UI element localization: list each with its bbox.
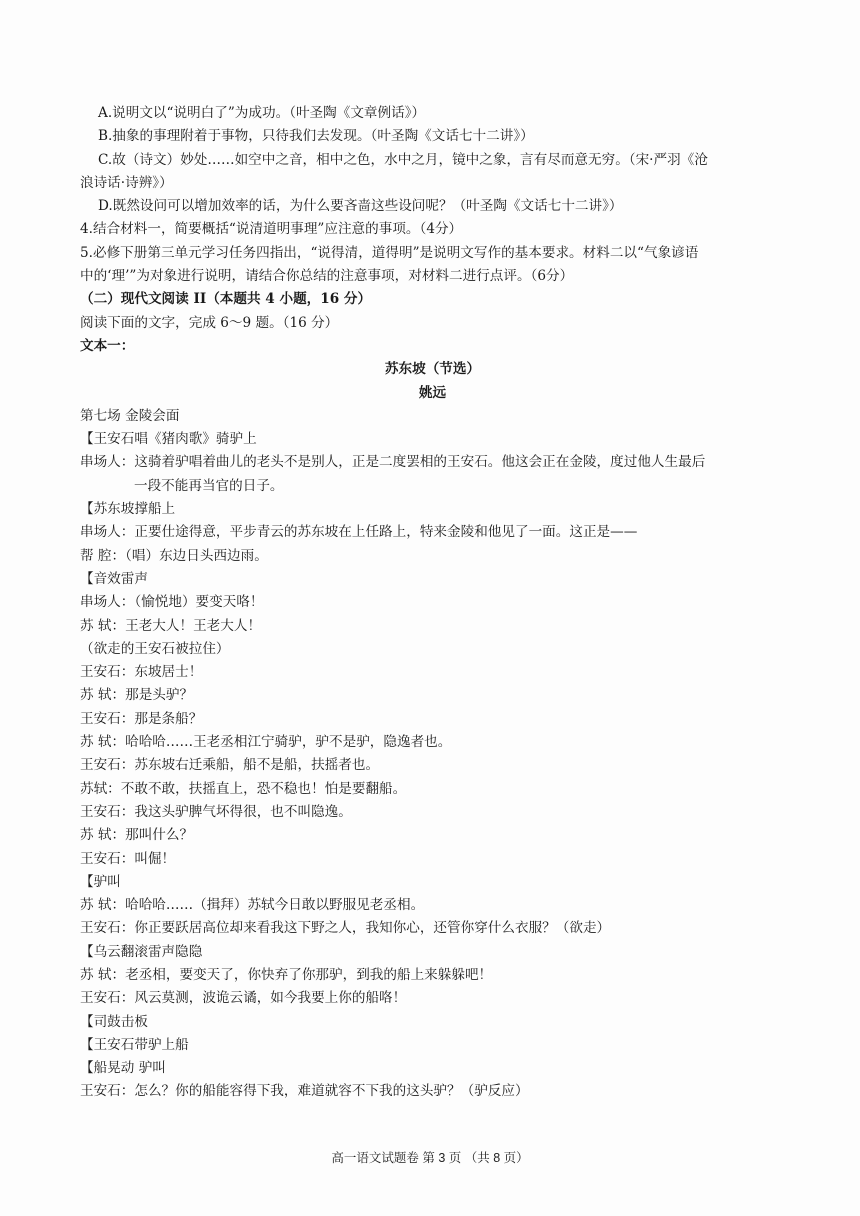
stage-direction: 【王安石带驴上船 <box>80 1036 189 1053</box>
dialogue-line: 苏轼：不敢不敢，扶摇直上，恐不稳也！怕是要翻船。 <box>80 780 407 797</box>
dialogue-line: 苏 轼：老丞相，要变天了，你快弃了你那驴，到我的船上来躲躲吧！ <box>80 966 493 983</box>
dialogue-line-continued: 一段不能再当官的日子。 <box>134 477 284 494</box>
section-instruction: 阅读下面的文字，完成 6～9 题。（16 分） <box>80 314 339 331</box>
text-label: 文本一： <box>80 337 135 354</box>
dialogue-line: 苏 轼：王老大人！王老大人！ <box>80 617 262 634</box>
stage-direction: 【乌云翻滚雷声隐隐 <box>80 943 203 960</box>
page-content <box>80 102 785 1104</box>
stage-direction: （欲走的王安石被拉住） <box>80 640 230 657</box>
dialogue-line: 王安石：苏东坡右迁乘船，船不是船，扶摇者也。 <box>80 757 380 774</box>
dialogue-line: 王安石：你正要跃居高位却来看我这下野之人，我知你心，还管你穿什么衣服？（欲走） <box>80 920 611 937</box>
dialogue-line: 串场人：这骑着驴唱着曲儿的老头不是别人，正是二度罢相的王安石。他这会正在金陵，度过他人生最后 <box>80 454 706 471</box>
dialogue-line: 苏 轼：那叫什么？ <box>80 827 194 844</box>
scene-heading: 第七场 金陵会面 <box>80 407 180 424</box>
dialogue-line: 帮 腔：（唱）东边日头西边雨。 <box>80 547 268 564</box>
section-heading: （二）现代文阅读 II（本题共 4 小题，16 分） <box>80 291 372 308</box>
dialogue-line: 王安石：风云莫测，波诡云谲，如今我要上你的船咯！ <box>80 990 407 1007</box>
dialogue-line: 王安石：那是条船？ <box>80 710 203 727</box>
stage-direction: 【船晃动 驴叫 <box>80 1060 166 1077</box>
option-b: B.抽象的事理附着于事物，只待我们去发现。（叶圣陶《文话七十二讲》） <box>98 128 534 145</box>
question-4: 4.结合材料一，简要概括“说清道明事理”应注意的事项。（4分） <box>80 221 463 238</box>
stage-direction: 【王安石唱《猪肉歌》骑驴上 <box>80 431 257 448</box>
play-author: 姚远 <box>418 384 447 401</box>
question-5-line2: 中的‘理’”为对象进行说明，请结合你总结的注意事项，对材料二进行点评。（6分） <box>80 268 574 285</box>
stage-direction: 【驴叫 <box>80 873 121 890</box>
dialogue-line: 王安石：东坡居士！ <box>80 664 203 681</box>
option-c-line1: C.故（诗文）妙处……如空中之音，相中之色，水中之月，镜中之象，言有尽而意无穷。（宋·严羽《沧 <box>98 151 708 168</box>
stage-direction: 【音效雷声 <box>80 570 148 587</box>
dialogue-line: 苏 轼：那是头驴？ <box>80 687 194 704</box>
stage-direction: 【司鼓击板 <box>80 1013 148 1030</box>
page-footer: 高一语文试题卷 第 3 页 （共 8 页） <box>331 1151 529 1165</box>
question-5-line1: 5.必修下册第三单元学习任务四指出，“说得清，道得明”是说明文写作的基本要求。材料二以“气象谚语 <box>80 244 699 261</box>
dialogue-line: 王安石：叫倔！ <box>80 850 176 867</box>
dialogue-line: 王安石：怎么？你的船能容得下我，难道就容不下我的这头驴？（驴反应） <box>80 1083 529 1100</box>
dialogue-line: 串场人：正要仕途得意，平步青云的苏东坡在上任路上，特来金陵和他见了一面。这正是—— <box>80 524 638 541</box>
dialogue-line: 串场人：（愉悦地）要变天咯！ <box>80 594 264 611</box>
dialogue-line: 苏 轼：哈哈哈……王老丞相江宁骑驴，驴不是驴，隐逸者也。 <box>80 734 452 751</box>
dialogue-line: 苏 轼：哈哈哈……（揖拜）苏轼今日敢以野服见老丞相。 <box>80 897 425 914</box>
option-d: D.既然设问可以增加效率的话，为什么要吝啬这些设问呢？（叶圣陶《文话七十二讲》） <box>98 198 623 215</box>
stage-direction: 【苏东坡撑船上 <box>80 501 176 518</box>
option-c-line2: 浪诗话·诗辨》） <box>80 174 173 191</box>
option-a: A.说明文以“说明白了”为成功。（叶圣陶《文章例话》） <box>98 105 426 121</box>
play-title: 苏东坡（节选） <box>384 361 481 378</box>
dialogue-line: 王安石：我这头驴脾气坏得很，也不叫隐逸。 <box>80 803 352 820</box>
